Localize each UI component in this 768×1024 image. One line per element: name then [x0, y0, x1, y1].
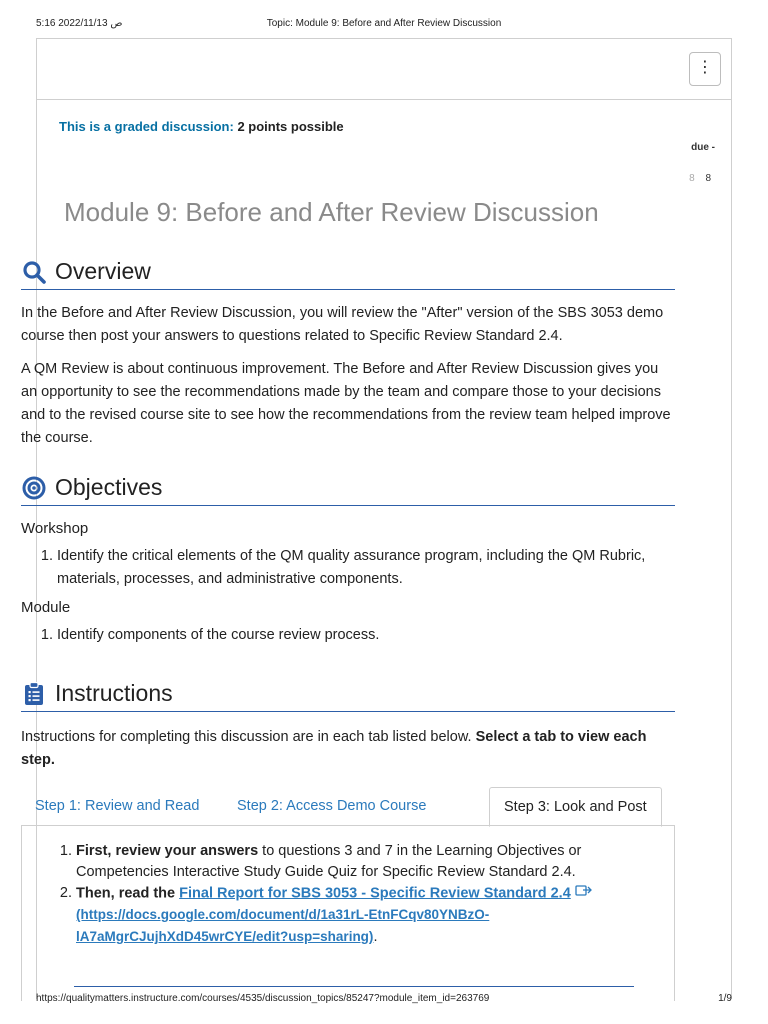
graded-discussion-notice — [59, 119, 344, 134]
objectives-heading — [21, 474, 675, 506]
instructions-intro-text: Instructions for completing this discussion are in each tab listed below. — [21, 729, 472, 745]
kebab-menu-icon: ⋮ — [697, 59, 713, 76]
step-3-list — [22, 841, 674, 948]
page-number: 1/9 — [718, 993, 732, 1004]
instructions-intro — [21, 726, 675, 772]
list-item — [76, 841, 674, 883]
search-icon — [21, 259, 47, 285]
instructions-heading — [21, 680, 675, 712]
instructions-section — [21, 680, 675, 772]
step-tabs — [21, 787, 675, 825]
objectives-section — [21, 474, 675, 647]
tab-step-3[interactable]: Step 3: Look and Post — [489, 787, 662, 827]
print-title: Topic: Module 9: Before and After Review Discussion — [266, 18, 502, 29]
step3-item2-end: . — [373, 929, 378, 946]
due-value-muted: 8 — [689, 173, 695, 184]
step3-item2-bold: Then, read the — [76, 885, 176, 902]
tab-step-1[interactable]: Step 1: Review and Read — [35, 798, 200, 814]
graded-label: This is a graded discussion: — [59, 119, 234, 134]
list-item — [76, 883, 674, 948]
list-item: 1. Identify the critical elements of the QM quality assurance program, including the QM Rubric, materials, processes, and administrative components. — [57, 545, 675, 591]
due-label: due - — [691, 142, 715, 153]
module-label: Module — [21, 599, 71, 616]
overview-heading — [21, 258, 675, 290]
workshop-label: Workshop — [21, 520, 89, 537]
external-link-icon — [575, 883, 593, 904]
print-header — [0, 18, 768, 32]
final-report-link[interactable]: Final Report for SBS 3053 - Specific Review Standard 2.4 — [179, 885, 571, 902]
instructions-heading-text: Instructions — [55, 680, 173, 706]
print-date: 5:16 2022/11/13 ص — [36, 18, 123, 29]
objectives-heading-text: Objectives — [55, 474, 163, 500]
workshop-objectives-list — [21, 545, 675, 591]
overview-heading-text: Overview — [55, 258, 151, 284]
points-possible: 2 points possible — [237, 119, 344, 134]
due-values — [689, 173, 711, 184]
due-value: 8 — [705, 173, 711, 184]
discussion-toolbar — [37, 39, 731, 100]
step3-item1-text: to questions 3 and 7 in the Learning Objectives or Competencies Interactive Study Guide Quiz for Specific Review Standard 2.4. — [76, 843, 582, 880]
tab-step-2[interactable]: Step 2: Access Demo Course — [237, 798, 427, 814]
print-url: https://qualitymatters.instructure.com/courses/4535/discussion_topics/85247?module_item_id=263769 — [36, 993, 490, 1004]
instructions-intro-bold: Select a tab to view each step. — [21, 729, 647, 768]
overview-paragraph-1: In the Before and After Review Discussion, you will review the "After" version of the SBS 3053 demo course then post your answers to questions related to Specific Review Standard 2.4. — [21, 305, 664, 344]
final-report-url[interactable]: (https://docs.google.com/document/d/1a31rL-EtnFCqv80YNBzO-lA7aMgrCJujhXdD45wrCYE/edit?usp=sharing) — [76, 907, 490, 945]
list-item: 1. Identify components of the course review process. — [57, 624, 675, 647]
step3-item1-bold: First, review your answers — [76, 843, 259, 859]
more-options-button[interactable] — [689, 52, 721, 86]
overview-section — [21, 258, 675, 450]
divider — [74, 986, 634, 987]
page-title: Module 9: Before and After Review Discussion — [64, 197, 599, 227]
tab-panel-step-3 — [21, 825, 675, 1001]
clipboard-list-icon — [21, 681, 47, 707]
overview-paragraph-2: A QM Review is about continuous improvement. The Before and After Review Discussion gives you an opportunity to see the recommendations made by the team and compare those to your decisions and to the revised course site to see how the recommendations from the review team helped improve the course. — [21, 361, 671, 446]
module-objectives-list — [21, 624, 675, 647]
target-icon — [21, 475, 47, 501]
